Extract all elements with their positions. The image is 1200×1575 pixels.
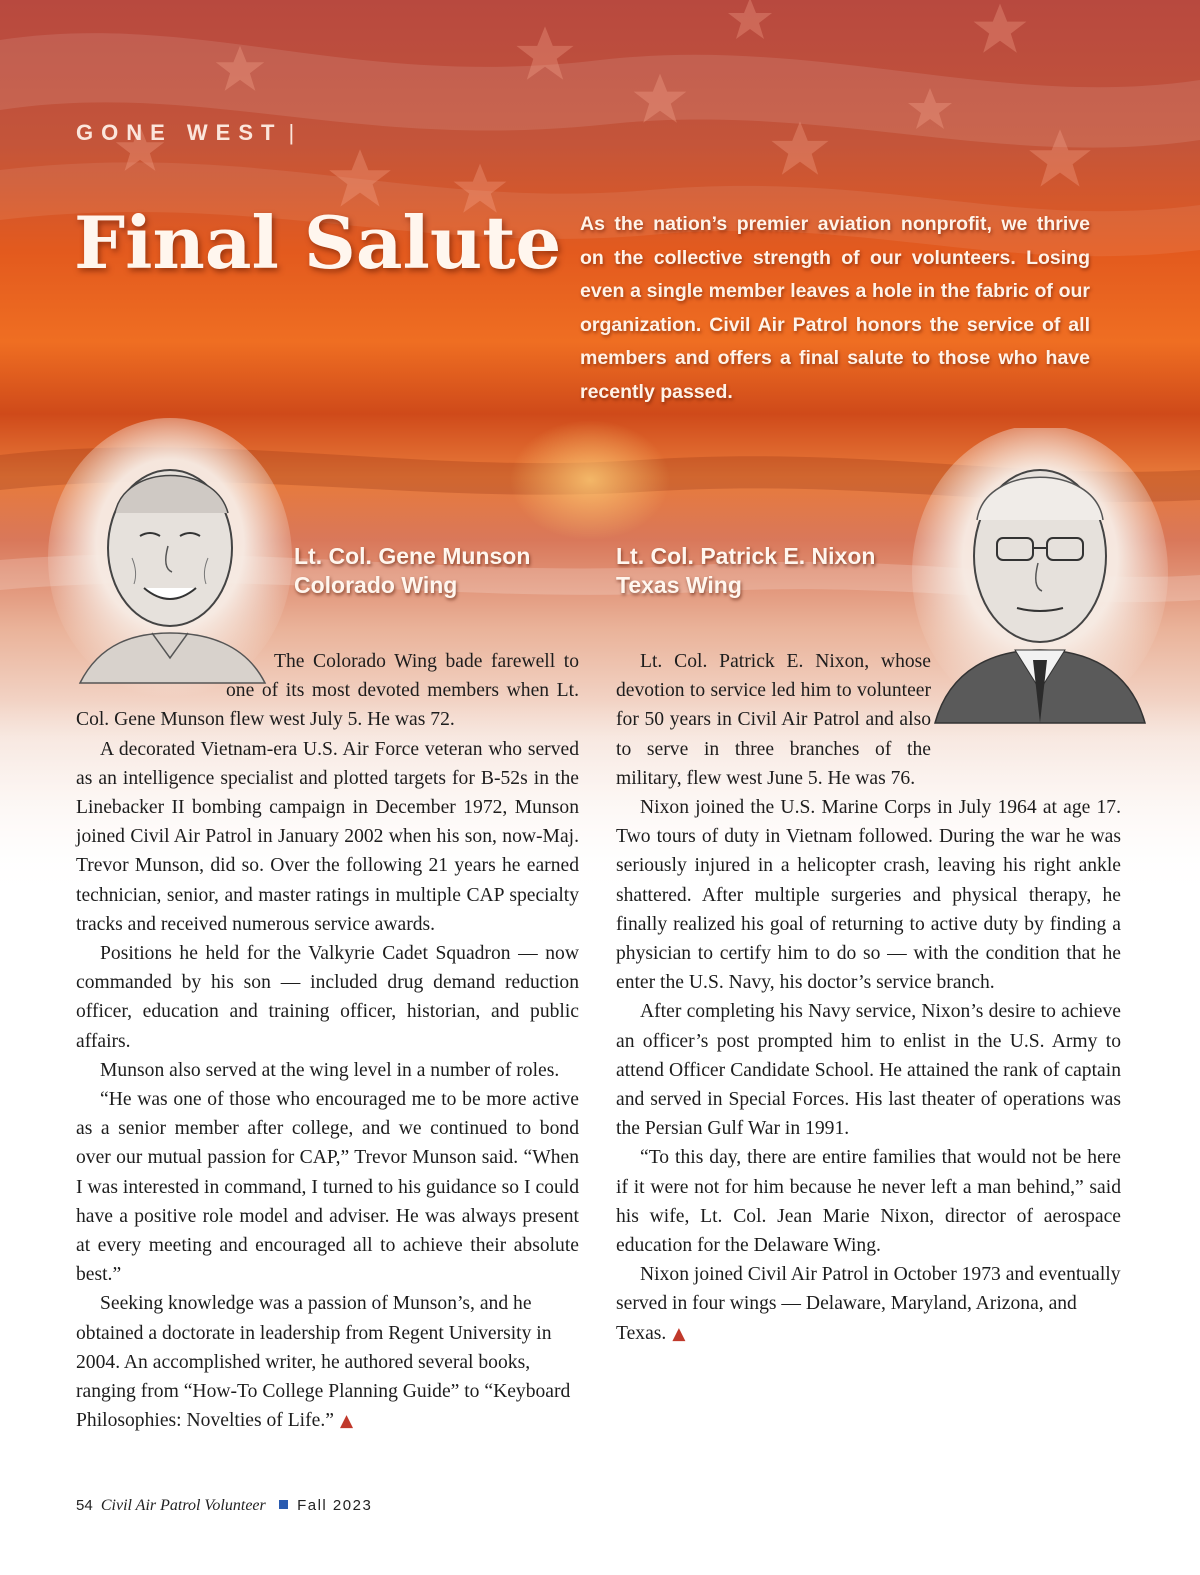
end-mark-icon: ▲: [339, 1411, 354, 1432]
obituary-wing: Colorado Wing: [294, 572, 458, 598]
obituary-paragraph: Lt. Col. Patrick E. Nixon, whose devotion to service led him to volunteer for 50 years in Civil Air Patrol and also to serve in three branches of the military, flew west June 5. He was 76.: [616, 651, 931, 789]
section-label-text: GONE WEST: [76, 120, 283, 145]
obituary-paragraph-last: [616, 1260, 1121, 1349]
obituary-paragraph: Munson also served at the wing level in a number of roles.: [100, 1059, 560, 1081]
obituary-heading-munson: [294, 542, 530, 600]
obituary-paragraph: After completing his Navy service, Nixon’s desire to achieve an officer’s post prompted him to enlist in the U.S. Army to attend Officer Candidate School. He attained the rank of captain and served in Special Forces. His last theater of operations was the Persian Gulf War in 1991.: [616, 1001, 1121, 1140]
obituary-paragraph: The Colorado Wing bade farewell to one of its most devoted members when Lt. Col. Gene Munson flew west July 5. He was 72.: [76, 651, 579, 731]
page-title: Final Salute: [74, 200, 562, 285]
obituary-paragraph: Positions he held for the Valkyrie Cadet Squadron — now commanded by his son — included drug demand reduction officer, education and training officer, historian, and public affairs.: [76, 943, 579, 1052]
end-mark-icon: ▲: [672, 1323, 686, 1344]
page-number: 54: [76, 1497, 93, 1514]
obituary-paragraph: “To this day, there are entire families that would not be here if it were not for him because he never left a man behind,” said his wife, Lt. Col. Jean Marie Nixon, director of aerospace education for the Delaware Wing.: [616, 1147, 1121, 1257]
obituary-paragraph: “He was one of those who encouraged me to be more active as a senior member after college, and we continued to bond over our mutual passion for CAP,” Trevor Munson said. “When I was interested in command, I turned to his guidance so I could have a positive role model and adviser. He was always present at every meeting and encouraged all to achieve their absolute best.”: [76, 1089, 579, 1286]
obituary-wing: Texas Wing: [616, 572, 742, 598]
publication-name: Civil Air Patrol Volunteer: [100, 1497, 266, 1514]
obituary-paragraph-last: [76, 1289, 579, 1436]
page-footer: [76, 1497, 372, 1515]
square-bullet-icon: [279, 1500, 288, 1509]
intro-paragraph: As the nation’s premier aviation nonprofit, we thrive on the collective strength of our volunteers. Losing even a single member leaves a hole in the fabric of our organization. Civil Air Patrol honors the service of all members and offers a final salute to those who have recently passed.: [580, 213, 1090, 403]
obituary-paragraph-text: Seeking knowledge was a passion of Munson’s, and he obtained a doctorate in leadership from Regent University in 2004. An accomplished writer, he authored several books, ranging from “How-To College Planning Guide” to “Keyboard Philosophies: Novelties of Life.”: [76, 1293, 571, 1432]
obituary-paragraph: A decorated Vietnam-era U.S. Air Force veteran who served as an intelligence specialist and plotted targets for B-52s in the Linebacker II bombing campaign in December 1972, Munson joined Civil Air Patrol in January 2002 when his son, now-Maj. Trevor Munson, did so. Over the following 21 years he earned technician, senior, and master ratings in multiple CAP specialty tracks and received numerous service awards.: [76, 738, 579, 935]
obituary-name: Lt. Col. Gene Munson: [294, 543, 531, 569]
issue-season: Fall 2023: [297, 1497, 373, 1514]
obituary-paragraph: Nixon joined the U.S. Marine Corps in July 1964 at age 17. Two tours of duty in Vietnam followed. During the war he was seriously injured in a helicopter crash, leaving his right ankle shattered. After multiple surgeries and physical therapy, he finally realized his goal of returning to active duty by finding a physician to certify him to do so — with the condition that he enter the U.S. Navy, his doctor’s service branch.: [616, 797, 1121, 994]
obituary-column-munson: [76, 647, 579, 1436]
obituary-column-nixon: [616, 647, 1121, 1349]
section-label: [76, 120, 294, 146]
obituary-name: Lt. Col. Patrick E. Nixon: [616, 543, 876, 569]
obituary-paragraph-text: Nixon joined Civil Air Patrol in October 1973 and eventually served in four wings — Delaware, Maryland, Arizona, and Texas.: [616, 1264, 1121, 1344]
obituary-heading-nixon: [616, 542, 875, 600]
section-label-separator: |: [288, 120, 295, 145]
